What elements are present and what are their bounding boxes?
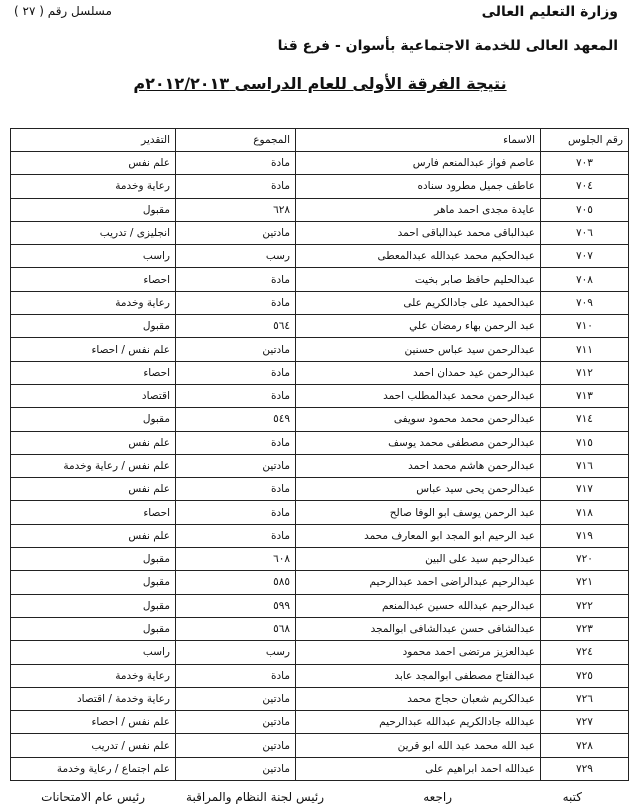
- table-row: [11, 221, 629, 244]
- name-cell: عايدة مجدى احمد ماهر: [296, 198, 541, 221]
- seat-cell: ٧١٠: [541, 315, 629, 338]
- name-cell: عبدالفتاح مصطفى ابوالمجد عابد: [296, 664, 541, 687]
- table-row: [11, 501, 629, 524]
- grade-cell: مقبول: [11, 315, 176, 338]
- table-body: [11, 152, 629, 781]
- signature-footer: [0, 790, 640, 810]
- total-cell: ٥٨٥: [176, 571, 296, 594]
- grade-cell: رعاية وخدمة: [11, 291, 176, 314]
- grade-cell: علم نفس / تدريب: [11, 734, 176, 757]
- total-cell: مادة: [176, 175, 296, 198]
- seat-cell: ٧٠٤: [541, 175, 629, 198]
- name-cell: عبد الله محمد عبد الله ابو قرين: [296, 734, 541, 757]
- total-cell: مادة: [176, 291, 296, 314]
- grade-cell: علم اجتماع / رعاية وخدمة: [11, 757, 176, 780]
- seat-cell: ٧٢٤: [541, 641, 629, 664]
- total-cell: مادة: [176, 152, 296, 175]
- table-row: [11, 315, 629, 338]
- table-row: [11, 571, 629, 594]
- name-cell: عبدالرحيم سيد على البين: [296, 548, 541, 571]
- seat-cell: ٧٢٩: [541, 757, 629, 780]
- name-cell: عبدالشافى حسن عبدالشافى ابوالمجد: [296, 617, 541, 640]
- grade-cell: مقبول: [11, 571, 176, 594]
- name-cell: عبدالرحمن محمد محمود سويفى: [296, 408, 541, 431]
- name-cell: عبد الرحمن بهاء رمضان علي: [296, 315, 541, 338]
- total-cell: مادة: [176, 431, 296, 454]
- total-cell: مادة: [176, 664, 296, 687]
- table-row: [11, 175, 629, 198]
- total-cell: مادتين: [176, 687, 296, 710]
- grade-cell: رعاية وخدمة / اقتصاد: [11, 687, 176, 710]
- total-cell: مادتين: [176, 454, 296, 477]
- total-cell: ٦٠٨: [176, 548, 296, 571]
- grade-cell: علم نفس: [11, 478, 176, 501]
- grade-cell: احصاء: [11, 501, 176, 524]
- total-cell: مادتين: [176, 338, 296, 361]
- seat-cell: ٧٢٧: [541, 711, 629, 734]
- name-cell: عبدالرحمن عيد حمدان احمد: [296, 361, 541, 384]
- seat-cell: ٧٢٣: [541, 617, 629, 640]
- name-cell: عاصم فواز عبدالمنعم فارس: [296, 152, 541, 175]
- name-cell: عبدالعزيز مرتضى احمد محمود: [296, 641, 541, 664]
- grade-cell: انجليزى / تدريب: [11, 221, 176, 244]
- table-row: [11, 291, 629, 314]
- seat-cell: ٧١٤: [541, 408, 629, 431]
- seat-cell: ٧٠٩: [541, 291, 629, 314]
- seat-cell: ٧١٩: [541, 524, 629, 547]
- total-cell: رسب: [176, 641, 296, 664]
- table-row: [11, 431, 629, 454]
- table-row: [11, 617, 629, 640]
- table-row: [11, 687, 629, 710]
- total-cell: مادة: [176, 268, 296, 291]
- name-cell: عبدالرحمن مصطفى محمد يوسف: [296, 431, 541, 454]
- seat-cell: ٧٢٨: [541, 734, 629, 757]
- grade-cell: رعاية وخدمة: [11, 175, 176, 198]
- name-cell: عبدالحليم حافظ صابر بخيت: [296, 268, 541, 291]
- seat-cell: ٧٠٨: [541, 268, 629, 291]
- seat-cell: ٧٢٦: [541, 687, 629, 710]
- grade-cell: مقبول: [11, 617, 176, 640]
- institute-name: المعهد العالى للخدمة الاجتماعية بأسوان - فرع قنا: [277, 38, 618, 54]
- seat-cell: ٧٠٥: [541, 198, 629, 221]
- total-cell: مادة: [176, 384, 296, 407]
- name-cell: عبدالكريم شعبان حجاج محمد: [296, 687, 541, 710]
- total-cell: ٦٢٨: [176, 198, 296, 221]
- grade-cell: علم نفس / رعاية وخدمة: [11, 454, 176, 477]
- table-row: [11, 641, 629, 664]
- table-row: [11, 268, 629, 291]
- serial-number: مسلسل رقم ( ٢٧ ): [14, 4, 112, 18]
- header-seat: رقم الجلوس: [541, 129, 629, 152]
- table-row: [11, 361, 629, 384]
- name-cell: عبدالرحمن محمد عبدالمطلب احمد: [296, 384, 541, 407]
- seat-cell: ٧٢٠: [541, 548, 629, 571]
- name-cell: عبد الرحمن يوسف ابو الوفا صالح: [296, 501, 541, 524]
- table-row: [11, 454, 629, 477]
- seat-cell: ٧١٦: [541, 454, 629, 477]
- table-row: [11, 711, 629, 734]
- seat-cell: ٧١٧: [541, 478, 629, 501]
- header-total: المجموع: [176, 129, 296, 152]
- total-cell: مادة: [176, 478, 296, 501]
- name-cell: عبدالباقى محمد عبدالباقى احمد: [296, 221, 541, 244]
- table-row: [11, 664, 629, 687]
- table-row: [11, 478, 629, 501]
- total-cell: مادة: [176, 524, 296, 547]
- seat-cell: ٧١٥: [541, 431, 629, 454]
- seat-cell: ٧١٣: [541, 384, 629, 407]
- name-cell: عبدالحكيم محمد عبدالله عبدالمعطى: [296, 245, 541, 268]
- document-title: نتيجة الفرقة الأولى للعام الدراسى ٢٠١٢/٢٠١٣م: [133, 74, 507, 93]
- seat-cell: ٧٢٥: [541, 664, 629, 687]
- grade-cell: اقتصاد: [11, 384, 176, 407]
- seat-cell: ٧٠٣: [541, 152, 629, 175]
- grade-cell: علم نفس: [11, 152, 176, 175]
- signature-committee-head: رئيس لجنة النظام والمراقبة: [186, 790, 324, 804]
- table-header-row: [11, 129, 629, 152]
- name-cell: عبدالرحمن يحى سيد عباس: [296, 478, 541, 501]
- name-cell: عبدالرحمن سيد عباس حسنين: [296, 338, 541, 361]
- grade-cell: مقبول: [11, 594, 176, 617]
- grade-cell: احصاء: [11, 268, 176, 291]
- name-cell: عبدالرحيم عبدالراضى احمد عبدالرحيم: [296, 571, 541, 594]
- total-cell: مادتين: [176, 221, 296, 244]
- seat-cell: ٧١٨: [541, 501, 629, 524]
- seat-cell: ٧٠٦: [541, 221, 629, 244]
- results-table: [10, 128, 629, 781]
- name-cell: عبدالرحمن هاشم محمد احمد: [296, 454, 541, 477]
- table-row: [11, 408, 629, 431]
- name-cell: عبد الرحيم ابو المجد ابو المعارف محمد: [296, 524, 541, 547]
- total-cell: ٥٦٤: [176, 315, 296, 338]
- seat-cell: ٧١٢: [541, 361, 629, 384]
- total-cell: رسب: [176, 245, 296, 268]
- grade-cell: احصاء: [11, 361, 176, 384]
- table-row: [11, 548, 629, 571]
- grade-cell: راسب: [11, 245, 176, 268]
- table-row: [11, 338, 629, 361]
- header-grade: التقدير: [11, 129, 176, 152]
- seat-cell: ٧٢١: [541, 571, 629, 594]
- total-cell: مادتين: [176, 734, 296, 757]
- table-row: [11, 245, 629, 268]
- signature-exams-head: رئيس عام الامتحانات: [41, 790, 145, 804]
- grade-cell: علم نفس: [11, 524, 176, 547]
- table-row: [11, 757, 629, 780]
- table-row: [11, 734, 629, 757]
- name-cell: عبدالحميد على جادالكريم على: [296, 291, 541, 314]
- total-cell: ٥٩٩: [176, 594, 296, 617]
- grade-cell: رعاية وخدمة: [11, 664, 176, 687]
- seat-cell: ٧٠٧: [541, 245, 629, 268]
- seat-cell: ٧٢٢: [541, 594, 629, 617]
- signature-writer: كتبه: [562, 790, 582, 804]
- name-cell: عاطف جميل مطرود سناده: [296, 175, 541, 198]
- total-cell: مادة: [176, 361, 296, 384]
- grade-cell: علم نفس / احصاء: [11, 711, 176, 734]
- name-cell: عبدالرحيم عبدالله حسين عبدالمنعم: [296, 594, 541, 617]
- grade-cell: راسب: [11, 641, 176, 664]
- table-row: [11, 384, 629, 407]
- total-cell: ٥٤٩: [176, 408, 296, 431]
- grade-cell: مقبول: [11, 548, 176, 571]
- grade-cell: مقبول: [11, 408, 176, 431]
- grade-cell: مقبول: [11, 198, 176, 221]
- ministry-name: وزارة التعليم العالى: [481, 4, 618, 20]
- grade-cell: علم نفس / احصاء: [11, 338, 176, 361]
- signature-reviewer: راجعه: [423, 790, 452, 804]
- seat-cell: ٧١١: [541, 338, 629, 361]
- table-row: [11, 594, 629, 617]
- header-name: الاسماء: [296, 129, 541, 152]
- total-cell: مادتين: [176, 757, 296, 780]
- name-cell: عبدالله احمد ابراهيم على: [296, 757, 541, 780]
- table-row: [11, 198, 629, 221]
- total-cell: مادة: [176, 501, 296, 524]
- total-cell: ٥٦٨: [176, 617, 296, 640]
- name-cell: عبدالله جادالكريم عبدالله عبدالرحيم: [296, 711, 541, 734]
- table-row: [11, 524, 629, 547]
- table-row: [11, 152, 629, 175]
- grade-cell: علم نفس: [11, 431, 176, 454]
- total-cell: مادتين: [176, 711, 296, 734]
